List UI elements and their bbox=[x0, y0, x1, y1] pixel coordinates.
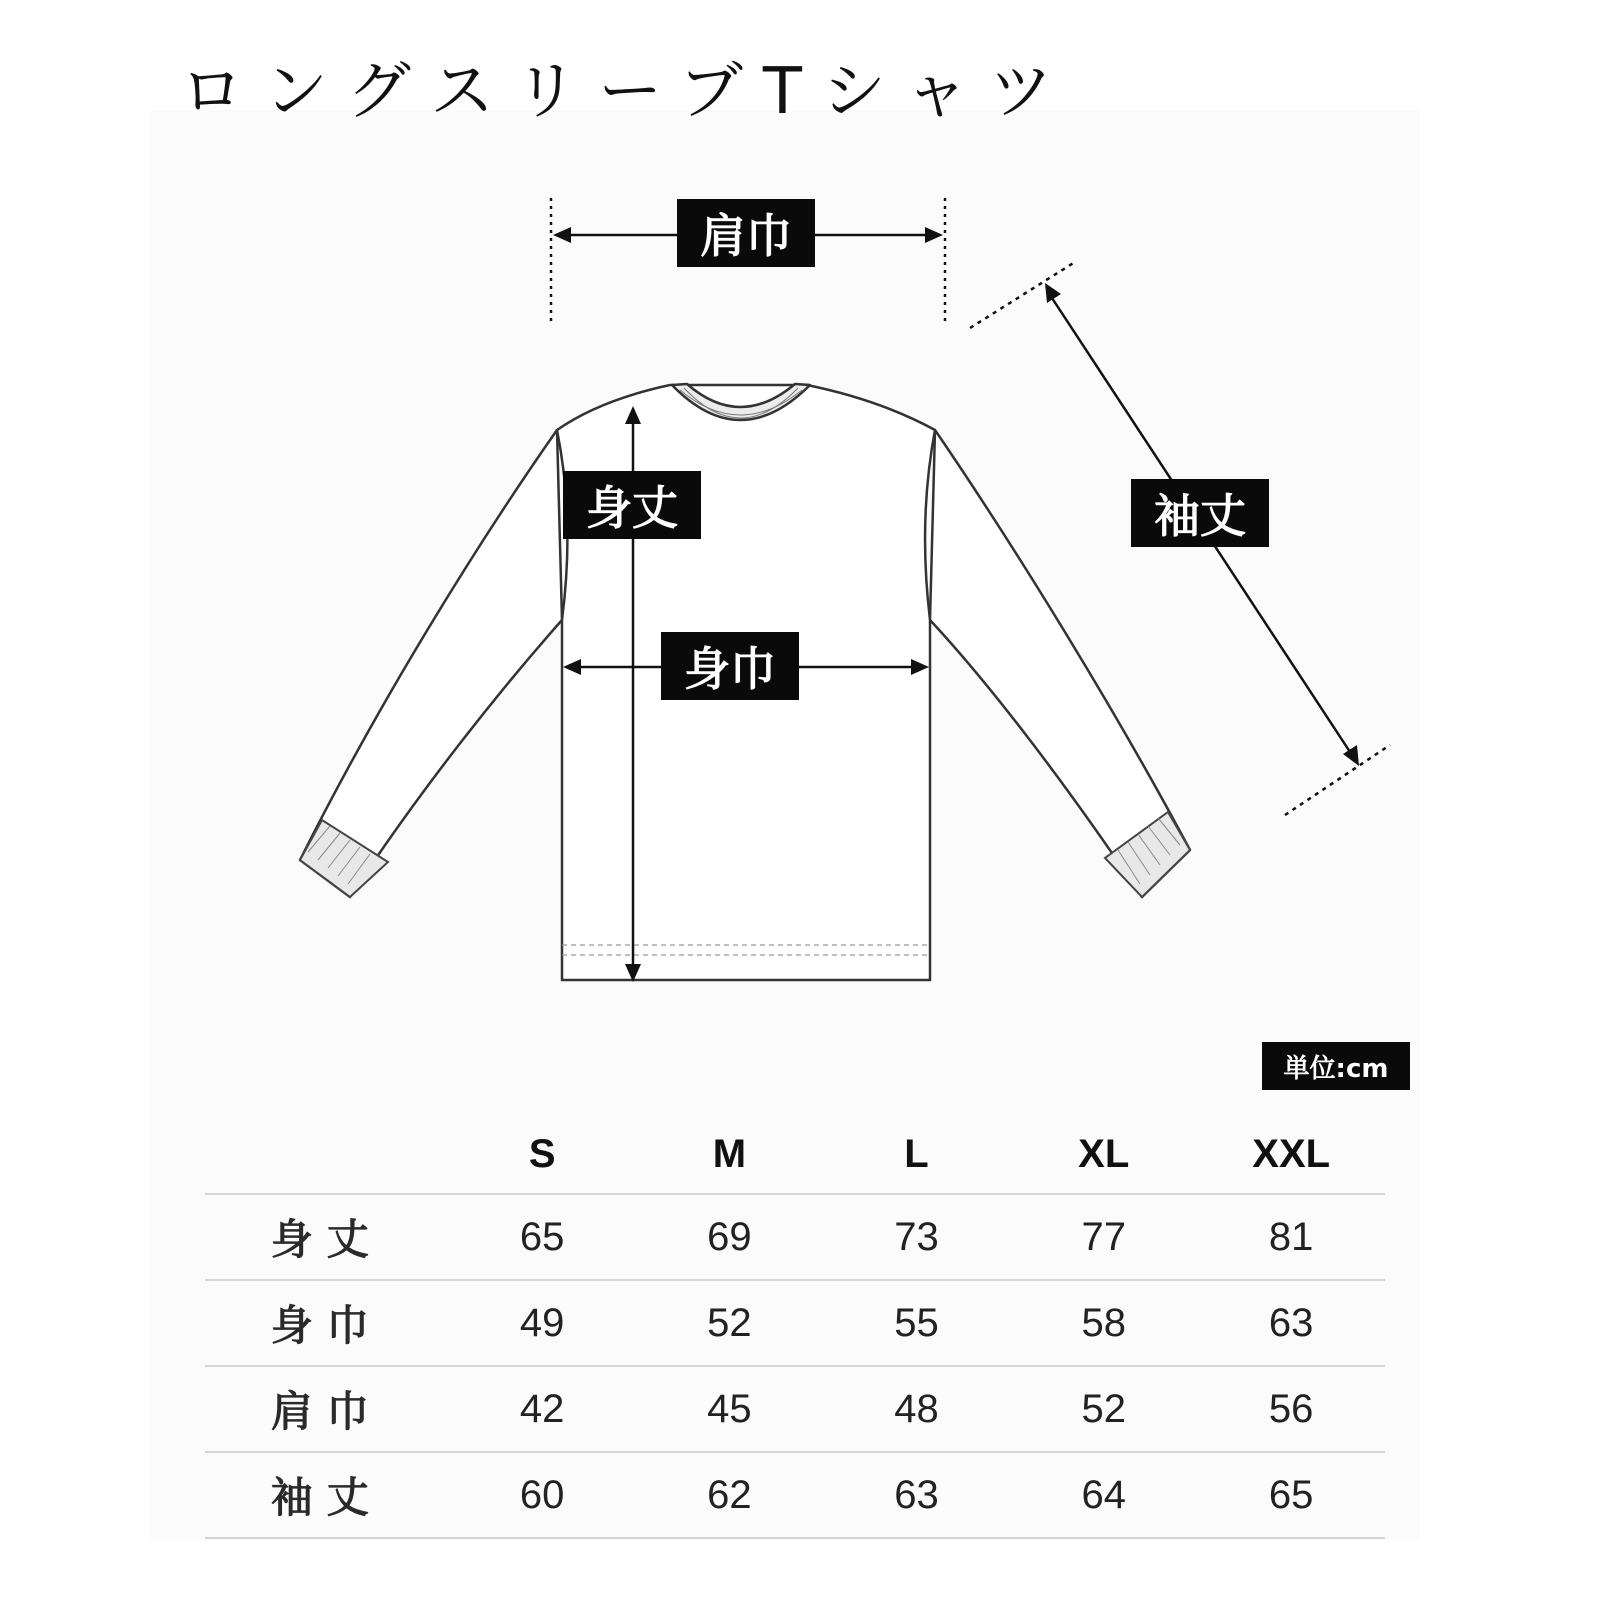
row-label: 肩巾 bbox=[205, 1366, 449, 1452]
body-width-label: 身巾 bbox=[661, 632, 799, 700]
table-row bbox=[205, 1452, 1385, 1538]
size-header-row bbox=[205, 1115, 1385, 1194]
table-cell: 52 bbox=[636, 1280, 823, 1366]
table-cell: 64 bbox=[1010, 1452, 1197, 1538]
size-header: M bbox=[712, 1131, 747, 1176]
size-header: L bbox=[904, 1131, 929, 1176]
table-cell: 73 bbox=[823, 1194, 1010, 1280]
table-cell: 77 bbox=[1010, 1194, 1197, 1280]
table-cell: 55 bbox=[823, 1280, 1010, 1366]
table-row bbox=[205, 1280, 1385, 1366]
table-cell: 42 bbox=[449, 1366, 636, 1452]
corner-cell bbox=[205, 1115, 449, 1194]
row-label: 袖丈 bbox=[205, 1452, 449, 1538]
row-label: 身丈 bbox=[205, 1194, 449, 1280]
row-label: 身巾 bbox=[205, 1280, 449, 1366]
table-cell: 56 bbox=[1197, 1366, 1385, 1452]
size-header: XL bbox=[1078, 1131, 1130, 1176]
table-cell: 58 bbox=[1010, 1280, 1197, 1366]
table-cell: 65 bbox=[1197, 1452, 1385, 1538]
unit-badge: 単位:cm bbox=[1262, 1042, 1410, 1090]
size-table bbox=[205, 1115, 1385, 1539]
table-row bbox=[205, 1194, 1385, 1280]
table-row bbox=[205, 1366, 1385, 1452]
table-cell: 69 bbox=[636, 1194, 823, 1280]
table-cell: 81 bbox=[1197, 1194, 1385, 1280]
table-cell: 62 bbox=[636, 1452, 823, 1538]
size-header: S bbox=[528, 1131, 556, 1176]
table-cell: 65 bbox=[449, 1194, 636, 1280]
body-length-label: 身丈 bbox=[563, 471, 701, 539]
size-header: XXL bbox=[1252, 1131, 1331, 1176]
table-cell: 45 bbox=[636, 1366, 823, 1452]
table-cell: 63 bbox=[1197, 1280, 1385, 1366]
shoulder-width-label: 肩巾 bbox=[677, 199, 815, 267]
sleeve-length-label: 袖丈 bbox=[1131, 479, 1269, 547]
table-cell: 63 bbox=[823, 1452, 1010, 1538]
page-title: ロングスリーブTシャツ bbox=[180, 55, 1073, 129]
table-cell: 49 bbox=[449, 1280, 636, 1366]
table-cell: 52 bbox=[1010, 1366, 1197, 1452]
table-cell: 48 bbox=[823, 1366, 1010, 1452]
table-cell: 60 bbox=[449, 1452, 636, 1538]
